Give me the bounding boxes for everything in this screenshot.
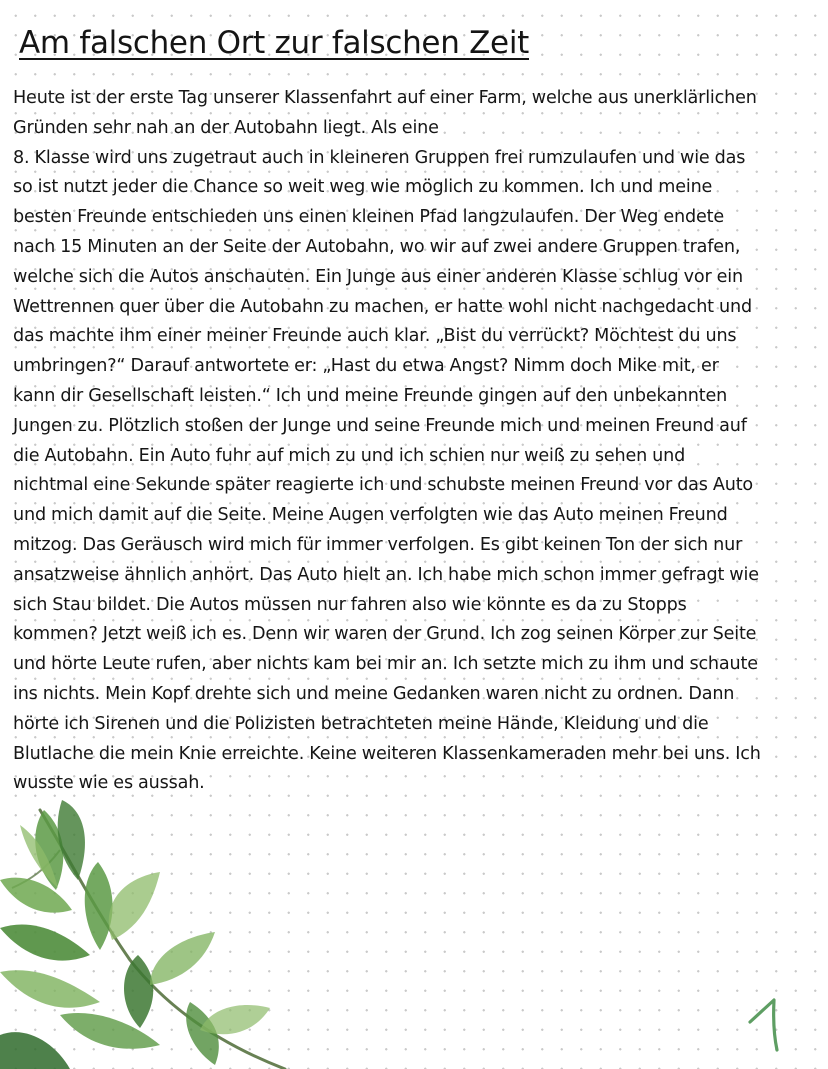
text-line: ins nichts. Mein Kopf drehte sich und meine Gedanken waren nicht zu ordnen. Dann — [13, 683, 735, 704]
leaf-shape — [0, 970, 100, 1008]
story-text — [13, 84, 819, 799]
page-title: Am falschen Ort zur falschen Zeit — [19, 25, 529, 61]
leaf-shape — [0, 878, 72, 913]
page-number — [744, 992, 788, 1056]
text-line: Heute ist der erste Tag unserer Klassenfahrt auf einer Farm, welche aus unerklärlichen — [13, 88, 757, 108]
text-line: das machte ihm einer meiner Freunde auch klar. „Bist du verrückt? Möchtest du uns — [13, 326, 737, 347]
text-line: welche sich die Autos anschauten. Ein Junge aus einer anderen Klasse schlug vor ein — [13, 266, 743, 287]
text-line: so ist nutzt jeder die Chance so weit weg wie möglich zu kommen. Ich und meine — [13, 177, 713, 198]
leaf-shape — [200, 1005, 270, 1034]
text-line: Jungen zu. Plötzlich stoßen der Junge und seine Freunde mich und meinen Freund auf — [13, 415, 747, 436]
leaf-shape — [150, 932, 215, 985]
text-line: wusste wie es aussah. — [13, 773, 205, 794]
leaf-shape — [0, 1032, 70, 1069]
text-line: und mich damit auf die Seite. Meine Augen verfolgten wie das Auto meinen Freund — [13, 505, 728, 526]
text-line: umbringen?“ Darauf antwortete er: „Hast du etwa Angst? Nimm doch Mike mit, er — [13, 356, 719, 377]
text-line: Wettrennen quer über die Autobahn zu machen, er hatte wohl nicht nachgedacht und — [13, 296, 752, 317]
text-line: nach 15 Minuten an der Seite der Autobahn, wo wir auf zwei andere Gruppen trafen, — [13, 236, 741, 257]
page-number-label: 1 — [744, 992, 745, 993]
text-line: 8. Klasse wird uns zugetraut auch in kleineren Gruppen frei rumzulaufen und wie das — [13, 147, 746, 168]
leaf-branch-icon — [0, 780, 300, 1069]
leaf-shape — [109, 872, 160, 940]
text-line: Blutlache die mein Knie erreichte. Keine weiteren Klassenkameraden mehr bei uns. Ich — [13, 743, 761, 764]
text-line: Gründen sehr nah an der Autobahn liegt. Als eine — [13, 117, 439, 138]
text-line: hörte ich Sirenen und die Polizisten betrachteten meine Hände, Kleidung und die — [13, 713, 709, 734]
text-line: die Autobahn. Ein Auto fuhr auf mich zu und ich schien nur weiß zu sehen und — [13, 445, 686, 466]
text-line: kommen? Jetzt weiß ich es. Denn wir waren der Grund. Ich zog seinen Körper zur Seite — [13, 624, 757, 645]
text-line: sich Stau bildet. Die Autos müssen nur fahren also wie könnte es da zu Stopps — [13, 594, 687, 615]
leaf-shape — [85, 862, 113, 950]
page-number-stroke — [750, 1000, 777, 1050]
text-line: und hörte Leute rufen, aber nichts kam bei mir an. Ich setzte mich zu ihm und schaute — [13, 654, 758, 675]
text-line: besten Freunde entschieden uns einen kleinen Pfad langzulaufen. Der Weg endete — [13, 207, 725, 228]
text-line: ansatzweise ähnlich anhört. Das Auto hielt an. Ich habe mich schon immer gefragt wie — [13, 564, 759, 585]
text-line: mitzog. Das Geräusch wird mich für immer verfolgen. Es gibt keinen Ton der sich nur — [13, 534, 743, 555]
leaf-shape — [124, 955, 153, 1028]
leaf-shape — [0, 924, 90, 960]
text-line: nichtmal eine Sekunde später reagierte ich und schubste meinen Freund vor das Auto — [13, 475, 754, 496]
text-line: kann dir Gesellschaft leisten.“ Ich und meine Freunde gingen auf den unbekannten — [13, 385, 728, 406]
